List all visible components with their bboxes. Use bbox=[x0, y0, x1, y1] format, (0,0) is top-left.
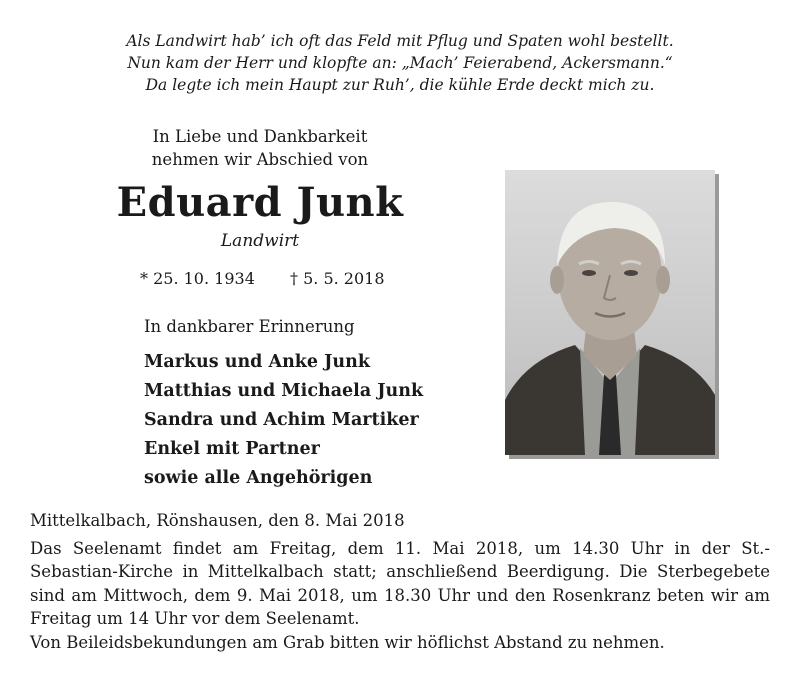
poem-line: Nun kam der Herr und klopfte an: „Mach’ Feierabend, Ackersmann.“ bbox=[127, 54, 673, 72]
gratitude-line: In dankbarer Erinnerung bbox=[144, 317, 355, 336]
intro-text bbox=[60, 125, 460, 171]
deceased-name: Eduard Junk bbox=[116, 179, 404, 226]
poem bbox=[0, 30, 800, 96]
family-list bbox=[144, 348, 423, 493]
family-member: sowie alle Angehörigen bbox=[144, 468, 373, 488]
birth-date: * 25. 10. 1934 bbox=[140, 269, 255, 288]
intro-line: In Liebe und Dankbarkeit bbox=[152, 127, 368, 146]
family-member: Markus und Anke Junk bbox=[144, 352, 371, 372]
death-date: † 5. 5. 2018 bbox=[290, 269, 385, 288]
footer-text bbox=[30, 509, 770, 654]
portrait-photo bbox=[505, 170, 715, 455]
poem-line: Als Landwirt hab’ ich oft das Feld mit Pflug und Spaten wohl bestellt. bbox=[126, 32, 674, 50]
place-date: Mittelkalbach, Rönshausen, den 8. Mai 2018 bbox=[30, 511, 405, 530]
portrait-illustration bbox=[505, 170, 715, 455]
deceased-occupation: Landwirt bbox=[220, 231, 300, 251]
service-info: Das Seelenamt findet am Freitag, dem 11. Mai 2018, um 14.30 Uhr in der St.-Sebastian-Kirche in Mittelkalbach statt; anschließend Beerdigung. Die Sterbegebete sind am Mittwoch, dem 9. Mai 2018, um 18.30 Uhr und den Rosenkranz beten wir am Freitag um 14 Uhr vor dem Seelenamt. bbox=[30, 538, 770, 628]
family-member: Sandra und Achim Martiker bbox=[144, 410, 419, 430]
intro-line: nehmen wir Abschied von bbox=[151, 150, 369, 169]
poem-line: Da legte ich mein Haupt zur Ruh’, die kühle Erde deckt mich zu. bbox=[145, 76, 655, 94]
condolence-note: Von Beileidsbekundungen am Grab bitten wir höflichst Abstand zu nehmen. bbox=[30, 632, 665, 652]
family-member: Matthias und Michaela Junk bbox=[144, 381, 424, 401]
family-member: Enkel mit Partner bbox=[144, 439, 320, 459]
